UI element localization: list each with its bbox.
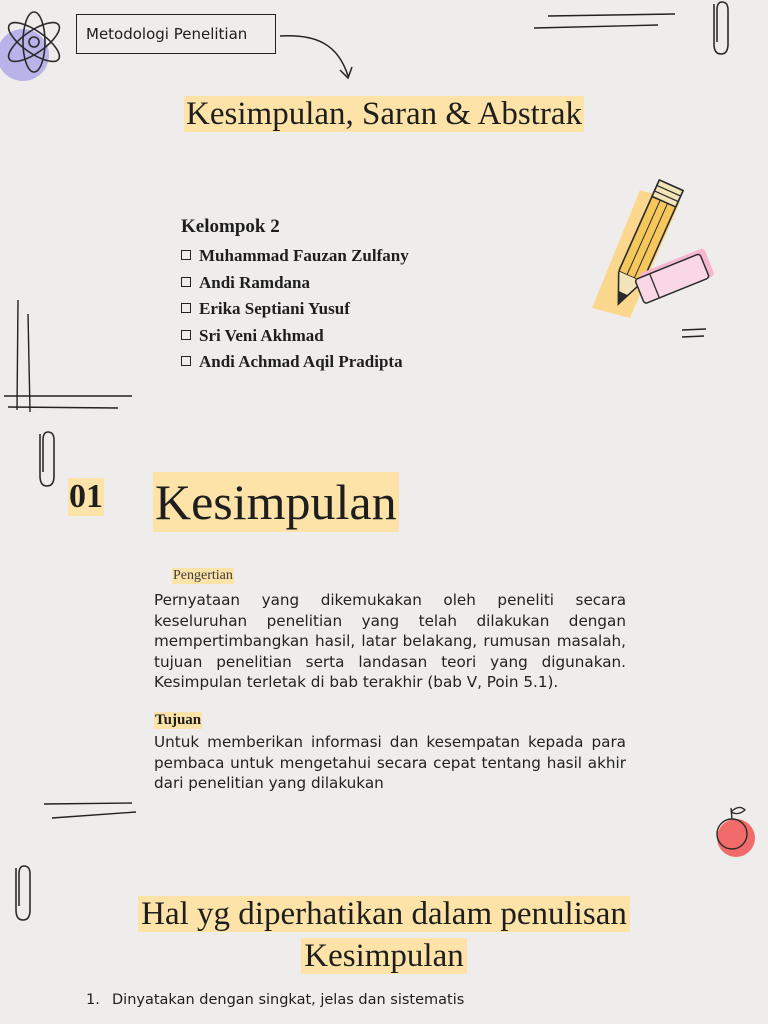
checkbox-icon xyxy=(181,303,191,313)
page-title-text: Kesimpulan, Saran & Abstrak xyxy=(186,96,582,132)
apple-icon xyxy=(704,800,760,860)
page-title xyxy=(0,96,768,133)
purpose-text: Untuk memberikan informasi dan kesempatan kepada para pembaca untuk mengetahui secara cepat tentang hasil akhir dari penelitian yang dilakukan xyxy=(154,733,626,793)
list-number: 1. xyxy=(86,992,100,1008)
member-name: Andi Achmad Aqil Pradipta xyxy=(199,352,403,371)
section-heading xyxy=(0,893,768,977)
checkbox-icon xyxy=(181,330,191,340)
list-text: Dinyatakan dengan singkat, jelas dan sistematis xyxy=(112,992,465,1008)
scribble-lines xyxy=(530,8,680,38)
group-block xyxy=(181,216,409,376)
member-name: Andi Ramdana xyxy=(199,272,311,292)
definition-text: Pernyataan yang dikemukakan oleh peneliti secara keseluruhan penelitian yang telah dilakukan dengan mempertimbangkan hasil, latar belakang, rumusan masalah, tujuan penelitian serta landasan teori yang digunakan. Kesimpulan terletak di bab terakhir (bab V, Poin 5.1). xyxy=(154,591,626,692)
scribble-lines xyxy=(40,798,140,824)
checkbox-icon xyxy=(181,356,191,366)
list-item xyxy=(86,992,464,1008)
section-heading-line1: Hal yg diperhatikan dalam penulisan xyxy=(138,896,630,932)
list-item xyxy=(181,349,409,376)
grid-scribble xyxy=(0,290,140,420)
section-heading-line2: Kesimpulan xyxy=(301,938,466,974)
purpose-label: Tujuan xyxy=(155,712,202,728)
section-number: 01 xyxy=(69,478,103,515)
paperclip-icon xyxy=(32,428,62,492)
list-item xyxy=(181,296,409,323)
list-item xyxy=(181,323,409,350)
member-name: Erika Septiani Yusuf xyxy=(199,299,350,318)
group-heading: Kelompok 2 xyxy=(181,216,280,237)
scribble-dashes xyxy=(680,326,710,342)
curved-arrow-icon xyxy=(276,30,356,85)
course-label: Metodologi Penelitian xyxy=(76,14,276,54)
paperclip-icon xyxy=(704,0,734,60)
eraser-icon xyxy=(628,240,724,310)
definition-label: Pengertian xyxy=(173,568,233,583)
list-item xyxy=(181,270,409,297)
atom-icon xyxy=(0,0,72,86)
checkbox-icon xyxy=(181,277,191,287)
checkbox-icon xyxy=(181,250,191,260)
member-name: Sri Veni Akhmad xyxy=(199,325,324,345)
member-name: Muhammad Fauzan Zulfany xyxy=(199,246,409,265)
list-item xyxy=(181,243,409,270)
section-title: Kesimpulan xyxy=(155,474,397,530)
